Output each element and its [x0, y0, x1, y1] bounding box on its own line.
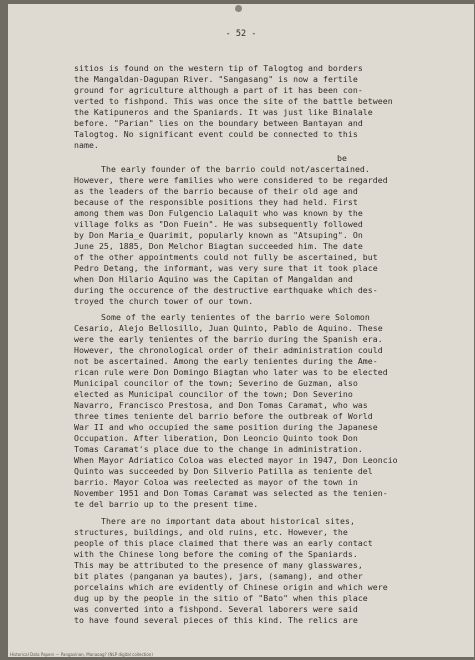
text-line: ground for agriculture although a part of it has been con-	[74, 85, 363, 95]
text-line: Cesario, Alejo Bellosillo, Juan Quinto, Pablo de Aquino. These	[74, 323, 383, 333]
text-line: three times teniente del barrio before the outbreak of World	[74, 411, 373, 421]
text-line: during the occurence of the destructive earthquake which des-	[74, 285, 378, 295]
text-line: be	[337, 153, 347, 163]
text-line: dug up by the people in the sitio of "Bato" when this place	[74, 593, 368, 603]
text-line: the Katipuneros and the Spaniards. It was just like Binalale	[74, 107, 373, 117]
text-line: was converted into a fishpond. Several laborers were said	[74, 604, 358, 614]
text-line: troyed the church tower of our town.	[74, 296, 254, 306]
text-line: porcelains which are evidently of Chinese origin and which were	[74, 582, 388, 592]
text-line: people of this place claimed that there was an early contact	[74, 538, 373, 548]
text-line: were the early tenientes of the barrio during the Spanish era.	[74, 334, 383, 344]
text-line: War II and who occupied the same position during the Japanese	[74, 422, 378, 432]
text-line: not be ascertained. Among the early tenientes during the Ame-	[74, 356, 378, 366]
text-line: among them was Don Fulgencio Lalaquit who was known by the	[74, 208, 363, 218]
text-line: barrio. Mayor Coloa was reelected as mayor of the town in	[74, 477, 358, 487]
text-line: The early founder of the barrio could not/ascertained.	[101, 164, 370, 174]
text-line: November 1951 and Don Tomas Caramat was selected as the tenien-	[74, 488, 388, 498]
text-line: Pedro Detang, the informant, was very sure that it took place	[74, 263, 378, 273]
text-line: elected as Municipal councilor of the town; Don Severino	[74, 389, 353, 399]
text-line: with the Chinese long before the coming of the Spaniards.	[74, 549, 358, 559]
text-line: because of the responsible positions they had held. First	[74, 197, 358, 207]
text-line: sitios is found on the western tip of Talogtog and borders	[74, 63, 363, 73]
text-line: of the other appointments could not fully be ascertained, but	[74, 252, 378, 262]
text-line: structures, buildings, and old ruins, etc. However, the	[74, 527, 348, 537]
text-line: This may be attributed to the presence of many glasswares,	[74, 560, 363, 570]
text-line: However, the chronological order of their administration could	[74, 345, 383, 355]
text-line: Talogtog. No significant event could be connected to this	[74, 129, 358, 139]
text-line: Some of the early tenientes of the barrio were Solomon	[101, 312, 370, 322]
text-line: by Don Maria_e Quarimit, popularly known as "Atsuping". On	[74, 230, 363, 240]
archive-footer: Historical Data Papers — Pangasinan, Manaoag? (NLP digital collection)	[10, 652, 153, 657]
text-line: verted to fishpond. This was once the site of the battle between	[74, 96, 393, 106]
text-line: Occupation. After liberation, Don Leoncio Quinto took Don	[74, 433, 358, 443]
text-line: rican rule were Don Domingo Biagtan who later was to be elected	[74, 367, 388, 377]
text-line: bit plates (panganan ya bautes), jars, (samang), and other	[74, 571, 363, 581]
text-line: to have found several pieces of this kind. The relics are	[74, 615, 358, 625]
text-line: village folks as "Don Fuein". He was subsequently followed	[74, 219, 363, 229]
page-number: - 52 -	[225, 29, 257, 39]
text-line: There are no important data about historical sites,	[101, 516, 355, 526]
text-line: June 25, 1885, Don Melchor Biagtan succeeded him. The date	[74, 241, 363, 251]
text-line: the Mangaldan-Dagupan River. "Sangasang" is now a fertile	[74, 74, 358, 84]
text-line: However, there were families who were considered to be regarded	[74, 175, 388, 185]
text-line: When Mayor Adriatico Coloa was elected mayor in 1947, Don Leoncio	[74, 455, 398, 465]
document-page	[8, 4, 474, 657]
text-line: as the leaders of the barrio because of their old age and	[74, 186, 358, 196]
text-line: te del barrio up to the present time.	[74, 499, 259, 509]
binder-hole	[235, 5, 242, 12]
text-line: Municipal councilor of the town; Severino de Guzman, also	[74, 378, 358, 388]
text-line: before. "Parian" lies on the boundary between Bantayan and	[74, 118, 363, 128]
text-line: Navarro, Francisco Prestosa, and Don Tomas Caramat, who was	[74, 400, 368, 410]
text-line: name.	[74, 140, 99, 150]
text-line: Tomas Caramat's place due to the change in administration.	[74, 444, 363, 454]
text-line: Quinto was succeeded by Don Silverio Patilla as teniente del	[74, 466, 373, 476]
text-line: when Don Hilario Aquino was the Capitan of Mangaldan and	[74, 274, 353, 284]
